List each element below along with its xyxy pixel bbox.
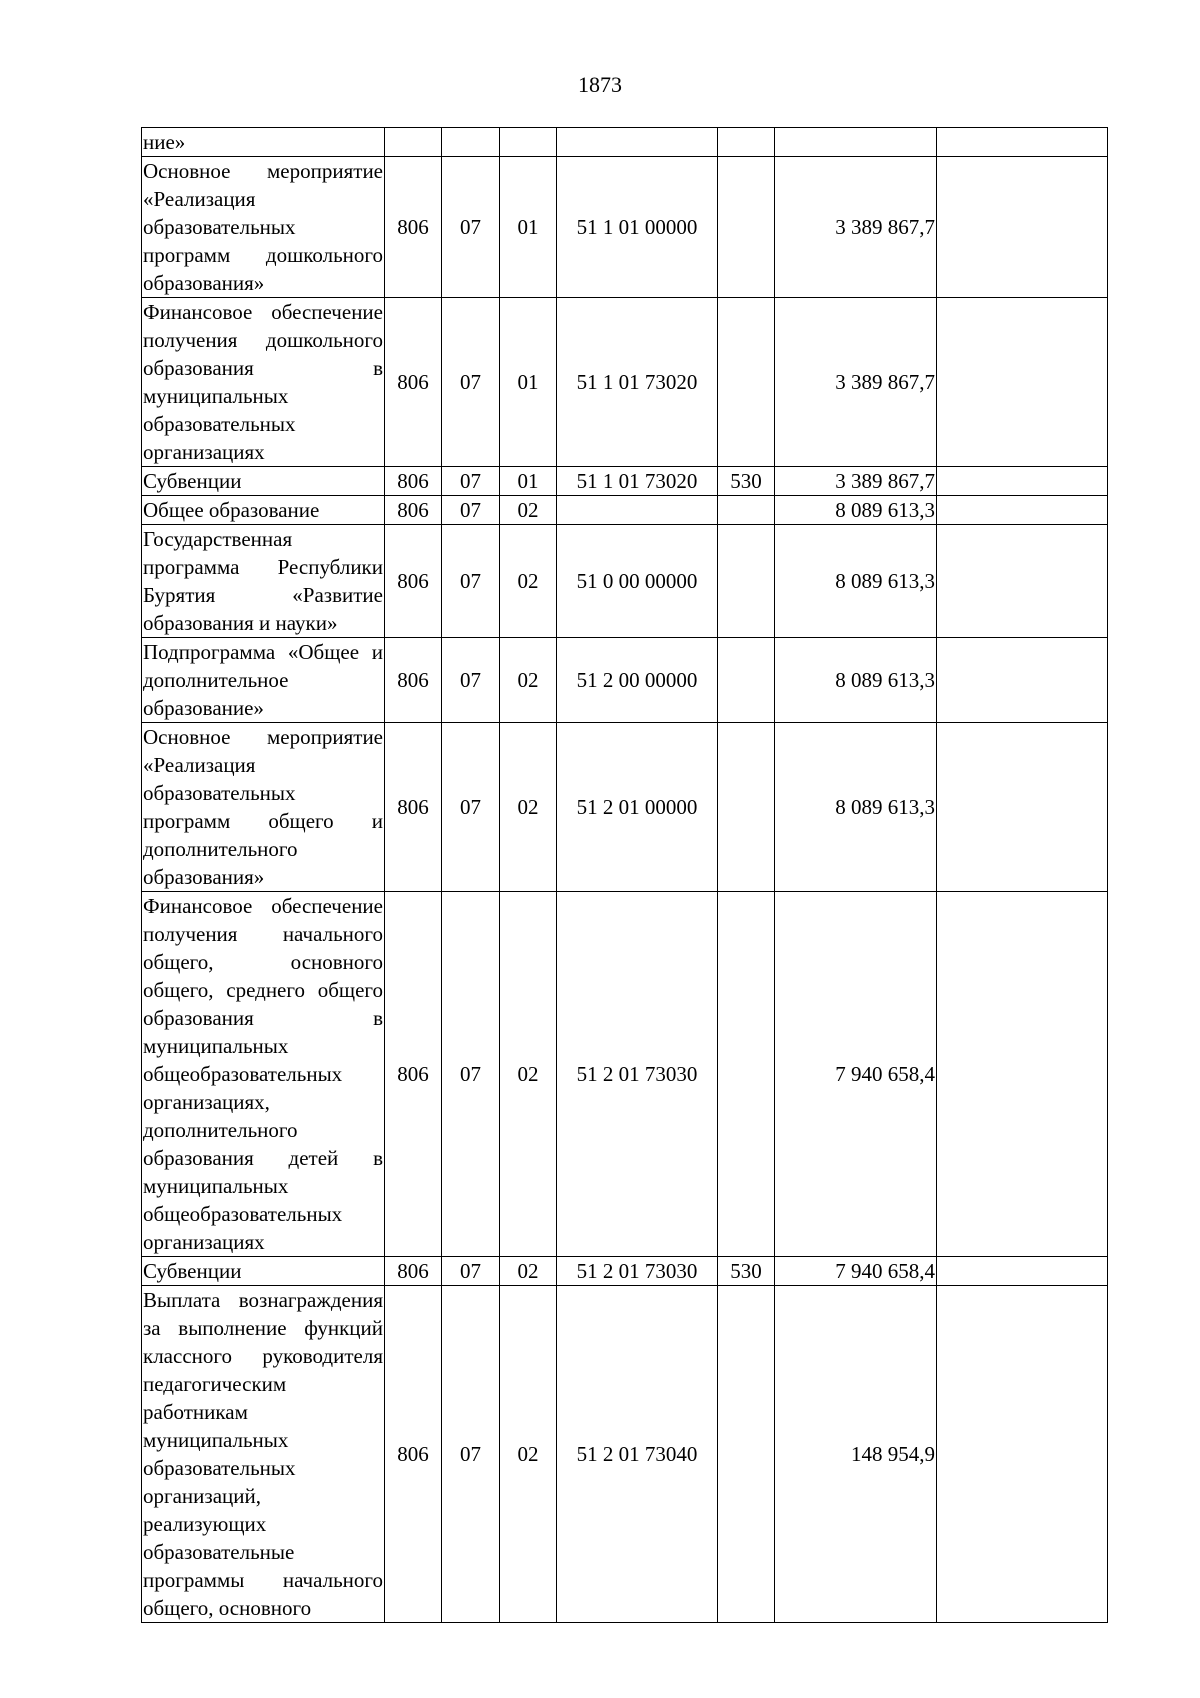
- cell-subsection-code: 02: [500, 1286, 557, 1623]
- cell-amount: 3 389 867,7: [775, 157, 937, 298]
- cell-ministry-code: 806: [385, 1286, 442, 1623]
- table-row: [142, 1257, 1108, 1286]
- cell-name: Подпрограмма «Общее и дополнительное образование»: [142, 638, 385, 723]
- cell-expense-type: [718, 723, 775, 892]
- cell-expense-type: [718, 128, 775, 157]
- cell-section-code: 07: [442, 157, 500, 298]
- cell-amount: 3 389 867,7: [775, 467, 937, 496]
- cell-section-code: 07: [442, 638, 500, 723]
- cell-extra: [937, 467, 1108, 496]
- cell-amount: 8 089 613,3: [775, 723, 937, 892]
- cell-ministry-code: 806: [385, 525, 442, 638]
- cell-target-article: 51 1 01 73020: [557, 298, 718, 467]
- cell-name: Финансовое обеспечение получения дошкольного образования в муниципальных образовательных организациях: [142, 298, 385, 467]
- cell-subsection-code: 02: [500, 1257, 557, 1286]
- cell-extra: [937, 496, 1108, 525]
- table-row: [142, 892, 1108, 1257]
- cell-name: Государственная программа Республики Бурятия «Развитие образования и науки»: [142, 525, 385, 638]
- table-row: [142, 128, 1108, 157]
- cell-ministry-code: 806: [385, 298, 442, 467]
- cell-name: Субвенции: [142, 1257, 385, 1286]
- cell-target-article: 51 2 00 00000: [557, 638, 718, 723]
- cell-amount: [775, 128, 937, 157]
- cell-section-code: 07: [442, 298, 500, 467]
- cell-target-article: 51 1 01 73020: [557, 467, 718, 496]
- cell-ministry-code: 806: [385, 496, 442, 525]
- cell-name: Выплата вознаграждения за выполнение функций классного руководителя педагогическим работникам муниципальных образовательных организаций, реализующих образовательные программы начального общего, основного: [142, 1286, 385, 1623]
- cell-name: Основное мероприятие «Реализация образовательных программ дошкольного образования»: [142, 157, 385, 298]
- table-row: [142, 1286, 1108, 1623]
- cell-expense-type: [718, 892, 775, 1257]
- cell-target-article: [557, 128, 718, 157]
- table-row: [142, 298, 1108, 467]
- cell-subsection-code: 02: [500, 496, 557, 525]
- cell-ministry-code: 806: [385, 1257, 442, 1286]
- cell-section-code: 07: [442, 496, 500, 525]
- cell-name: Основное мероприятие «Реализация образовательных программ общего и дополнительного образования»: [142, 723, 385, 892]
- cell-ministry-code: 806: [385, 723, 442, 892]
- cell-amount: 148 954,9: [775, 1286, 937, 1623]
- cell-name: ние»: [142, 128, 385, 157]
- cell-amount: 3 389 867,7: [775, 298, 937, 467]
- cell-extra: [937, 1257, 1108, 1286]
- table-row: [142, 467, 1108, 496]
- cell-ministry-code: 806: [385, 638, 442, 723]
- cell-ministry-code: [385, 128, 442, 157]
- cell-expense-type: 530: [718, 467, 775, 496]
- cell-subsection-code: 01: [500, 467, 557, 496]
- cell-amount: 8 089 613,3: [775, 638, 937, 723]
- cell-amount: 8 089 613,3: [775, 525, 937, 638]
- cell-extra: [937, 128, 1108, 157]
- table-row: [142, 496, 1108, 525]
- cell-section-code: 07: [442, 1257, 500, 1286]
- cell-extra: [937, 723, 1108, 892]
- cell-expense-type: [718, 638, 775, 723]
- cell-expense-type: [718, 496, 775, 525]
- cell-expense-type: [718, 157, 775, 298]
- cell-extra: [937, 298, 1108, 467]
- cell-target-article: 51 2 01 00000: [557, 723, 718, 892]
- cell-name: Финансовое обеспечение получения начального общего, основного общего, среднего общего образования в муниципальных общеобразовательных организациях, дополнительного образования детей в муниципальных общеобразовательных организациях: [142, 892, 385, 1257]
- cell-target-article: 51 2 01 73030: [557, 892, 718, 1257]
- cell-subsection-code: 02: [500, 723, 557, 892]
- cell-extra: [937, 892, 1108, 1257]
- cell-ministry-code: 806: [385, 157, 442, 298]
- cell-subsection-code: 02: [500, 525, 557, 638]
- cell-target-article: 51 0 00 00000: [557, 525, 718, 638]
- cell-name: Общее образование: [142, 496, 385, 525]
- table-row: [142, 157, 1108, 298]
- cell-section-code: 07: [442, 525, 500, 638]
- cell-ministry-code: 806: [385, 467, 442, 496]
- cell-section-code: [442, 128, 500, 157]
- cell-section-code: 07: [442, 892, 500, 1257]
- cell-target-article: 51 2 01 73030: [557, 1257, 718, 1286]
- cell-section-code: 07: [442, 467, 500, 496]
- cell-subsection-code: 02: [500, 638, 557, 723]
- cell-subsection-code: 01: [500, 157, 557, 298]
- cell-expense-type: [718, 525, 775, 638]
- cell-extra: [937, 525, 1108, 638]
- page-number: 1873: [578, 72, 622, 97]
- cell-subsection-code: 02: [500, 892, 557, 1257]
- cell-subsection-code: [500, 128, 557, 157]
- cell-amount: 8 089 613,3: [775, 496, 937, 525]
- cell-extra: [937, 638, 1108, 723]
- cell-section-code: 07: [442, 1286, 500, 1623]
- table-row: [142, 525, 1108, 638]
- cell-amount: 7 940 658,4: [775, 1257, 937, 1286]
- cell-amount: 7 940 658,4: [775, 892, 937, 1257]
- table-row: [142, 723, 1108, 892]
- cell-name: Субвенции: [142, 467, 385, 496]
- cell-target-article: [557, 496, 718, 525]
- cell-subsection-code: 01: [500, 298, 557, 467]
- cell-expense-type: [718, 298, 775, 467]
- budget-table: [141, 127, 1108, 1623]
- cell-extra: [937, 157, 1108, 298]
- cell-expense-type: 530: [718, 1257, 775, 1286]
- table-row: [142, 638, 1108, 723]
- cell-target-article: 51 1 01 00000: [557, 157, 718, 298]
- cell-extra: [937, 1286, 1108, 1623]
- cell-section-code: 07: [442, 723, 500, 892]
- cell-ministry-code: 806: [385, 892, 442, 1257]
- cell-expense-type: [718, 1286, 775, 1623]
- cell-target-article: 51 2 01 73040: [557, 1286, 718, 1623]
